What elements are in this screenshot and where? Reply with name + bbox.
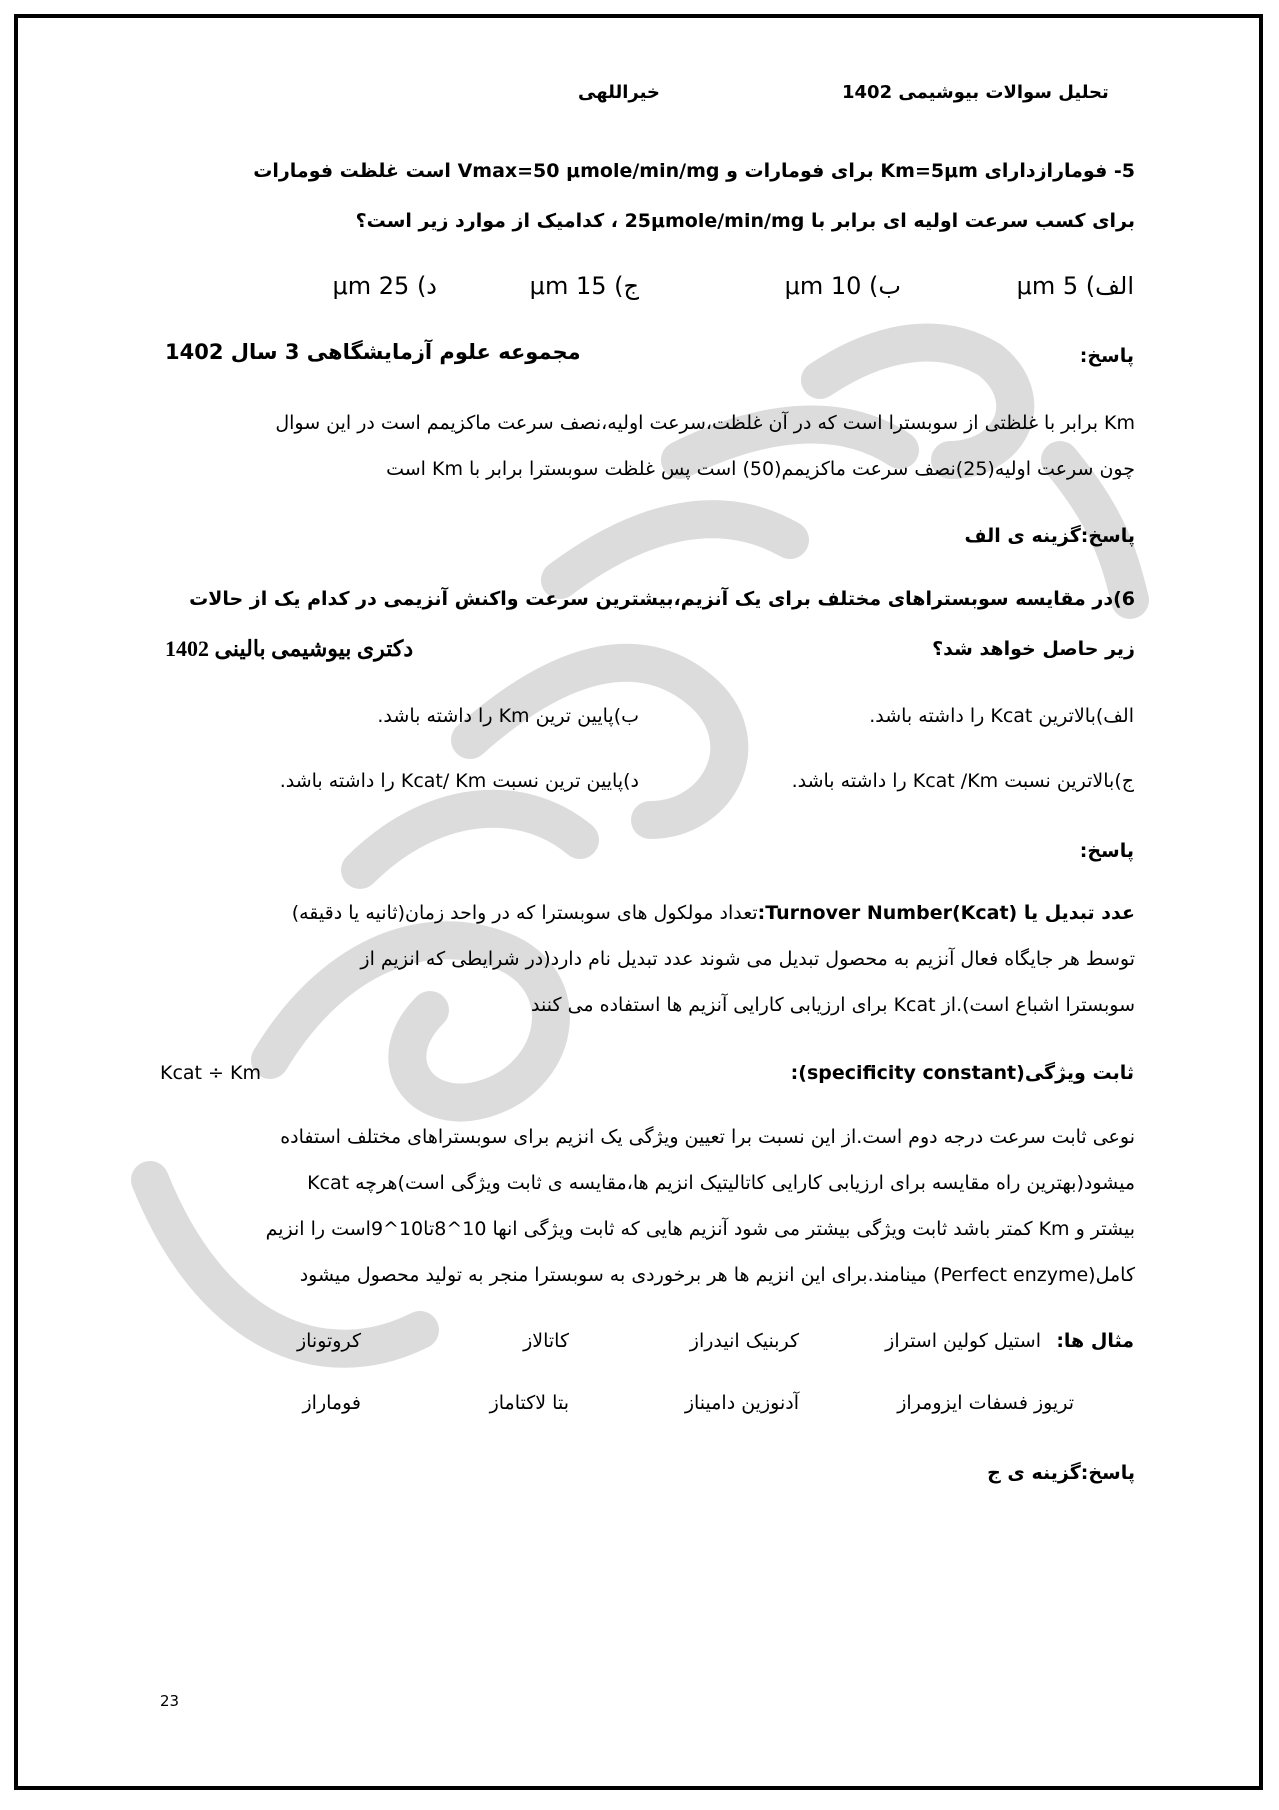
q5-option-d: د) 25 μm — [332, 272, 437, 300]
example-1: استیل کولین استراز — [885, 1330, 1041, 1352]
example-2: کربنیک انیدراز — [689, 1330, 799, 1352]
q6-option-c: ج)بالاترین نسبت Kcat /Km را داشته باشد. — [791, 770, 1134, 792]
spec-line3: بیشتر و Km کمتر باشد ثابت ویژگی بیشتر می شود آنزیم هایی که ثابت ویژگی انها 10^8تا10^9است را انزیم — [265, 1218, 1135, 1240]
example-8: فوماراز — [302, 1392, 361, 1414]
q5-stem-line1: 5- فومارازدارای Km=5μm برای فومارات و Vmax=50 μmole/min/mg است غلظت فومارات — [253, 160, 1135, 182]
example-6: آدنوزین دامیناز — [684, 1392, 799, 1414]
turnover-title: عدد تبدیل یا Turnover Number(Kcat): — [757, 902, 1135, 924]
q6-turnover-line3: سوبسترا اشباع است).از Kcat برای ارزیابی کارایی آنزیم ها استفاده می کنند — [531, 994, 1135, 1016]
q6-source: دکتری بیوشیمی بالینی 1402 — [165, 636, 414, 661]
specificity-title: ثابت ویژگی(specificity constant): — [790, 1062, 1134, 1084]
example-5: تریوز فسفات ایزومراز — [897, 1392, 1074, 1414]
q6-turnover-line2: توسط هر جایگاه فعال آنزیم به محصول تبدیل می شوند عدد تبدیل نام دارد(در شرایطی که انزیم از — [360, 948, 1135, 970]
q6-answer: پاسخ:گزینه ی ج — [987, 1462, 1135, 1484]
q5-answer-label: پاسخ: — [1079, 345, 1134, 367]
q6-option-a: الف)بالاترین Kcat را داشته باشد. — [869, 705, 1134, 727]
example-4: کروتوناز — [296, 1330, 361, 1352]
q5-stem-line2: برای کسب سرعت اولیه ای برابر با 25μmole/min/mg ، کدامیک از موارد زیر است؟ — [355, 210, 1135, 232]
spec-line2: میشود(بهترین راه مقایسه برای ارزیابی کارایی کاتالیتیک انزیم ها،مقایسه ی ثابت ویژگی است)هرچه Kcat — [307, 1172, 1135, 1194]
example-3: کاتالاز — [523, 1330, 569, 1352]
q5-option-c: ج) 15 μm — [529, 272, 639, 300]
example-7: بتا لاکتاماز — [489, 1392, 569, 1414]
q6-stem-line2: زیر حاصل خواهد شد؟ — [932, 638, 1135, 660]
specificity-formula: Kcat ÷ Km — [160, 1062, 261, 1084]
q6-option-d: د)پایین ترین نسبت Kcat/ Km را داشته باشد. — [279, 770, 639, 792]
header-title: تحلیل سوالات بیوشیمی 1402 — [842, 82, 1109, 103]
spec-line4: کامل(Perfect enzyme) مینامند.برای این انزیم ها هر برخوردی به سوبسترا منجر به تولید محصول میشود — [299, 1264, 1135, 1286]
q5-option-a: الف) 5 μm — [1016, 272, 1134, 300]
q6-turnover-line1 — [160, 902, 1135, 924]
examples-label: مثال ها: — [1056, 1330, 1134, 1352]
q6-stem-line1: 6)در مقایسه سوبستراهای مختلف برای یک آنزیم،بیشترین سرعت واکنش آنزیمی در کدام یک از حالات — [189, 588, 1135, 610]
header-author: خیراللهی — [578, 82, 660, 103]
q5-option-b: ب) 10 μm — [784, 272, 901, 300]
spec-line1: نوعی ثابت سرعت درجه دوم است.از این نسبت برا تعیین ویژگی یک انزیم برای سوبستراهای مختلف استفاده — [280, 1126, 1135, 1148]
watermark-text: بیوشیمی (خیراللهی) — [700, 892, 785, 903]
q5-answer: پاسخ:گزینه ی الف — [964, 525, 1135, 547]
turnover-text1: تعداد مولکول های سوبسترا که در واحد زمان(ثانیه یا دقیقه) — [291, 902, 758, 924]
q5-source: مجموعه علوم آزمایشگاهی 3 سال 1402 — [165, 340, 581, 364]
q5-explain-line1: Km برابر با غلظتی از سوبسترا است که در آن غلظت،سرعت اولیه،نصف سرعت ماکزیمم است در این سوال — [275, 412, 1135, 434]
q6-option-b: ب)پایین ترین Km را داشته باشد. — [377, 705, 639, 727]
q6-answer-label: پاسخ: — [1079, 840, 1134, 862]
q5-explain-line2: چون سرعت اولیه(25)نصف سرعت ماکزیمم(50) است پس غلظت سوبسترا برابر با Km است — [386, 458, 1135, 480]
page-number: 23 — [160, 1692, 180, 1710]
